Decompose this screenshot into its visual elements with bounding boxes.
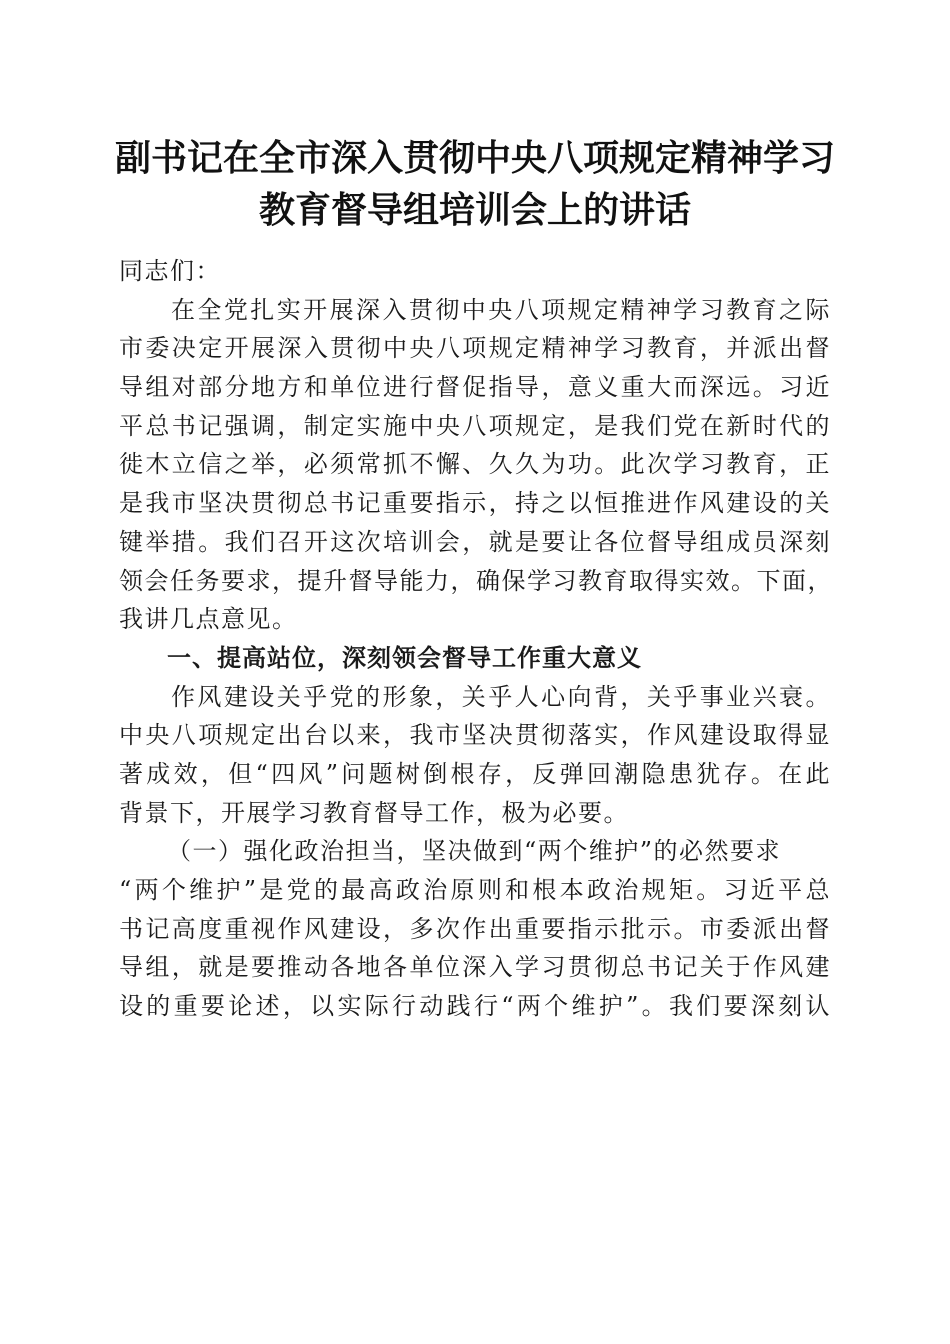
- document-title: [100, 132, 850, 236]
- paragraph-line: 是我市坚决贯彻总书记重要指示，持之以恒推进作风建设的关: [119, 489, 831, 518]
- title-line-2: 教育督导组培训会上的讲话: [258, 189, 691, 231]
- document-body: [119, 252, 831, 1026]
- title-line-1: 副书记在全市深入贯彻中央八项规定精神学习: [114, 137, 835, 179]
- paragraph-line: 领会任务要求，提升督导能力，确保学习教育取得实效。下面，: [119, 566, 833, 595]
- paragraph-line: 著成效，但“四风”问题树倒根存，反弹回潮隐患犹存。在此: [119, 759, 831, 788]
- paragraph-line: “两个维护”是党的最高政治原则和根本政治规矩。习近平总: [119, 876, 831, 904]
- paragraph-line: 作风建设关乎党的形象，关乎人心向背，关乎事业兴衰。: [171, 682, 831, 711]
- paragraph-line: 中央八项规定出台以来，我市坚决贯彻落实，作风建设取得显: [119, 721, 831, 750]
- salutation: 同志们：: [119, 257, 221, 285]
- subsection-heading: （一）强化政治担当，坚决做到“两个维护”的必然要求: [167, 837, 782, 866]
- paragraph-line: 市委决定开展深入贯彻中央八项规定精神学习教育，并派出督: [119, 334, 831, 363]
- paragraph-line: 键举措。我们召开这次培训会，就是要让各位督导组成员深刻: [119, 527, 831, 556]
- paragraph-line: 平总书记强调，制定实施中央八项规定，是我们党在新时代的: [119, 411, 831, 440]
- paragraph-line: 设的重要论述，以实际行动践行“两个维护”。我们要深刻认: [119, 992, 831, 1021]
- paragraph-line: 徙木立信之举，必须常抓不懈、久久为功。此次学习教育，正: [119, 450, 831, 479]
- paragraph-line: 我讲几点意见。: [119, 605, 298, 634]
- section-heading: 一、提高站位，深刻领会督导工作重大意义: [167, 643, 642, 672]
- paragraph-line: 导组，就是要推动各地各单位深入学习贯彻总书记关于作风建: [119, 953, 831, 982]
- paragraph-line: 在全党扎实开展深入贯彻中央八项规定精神学习教育之际: [171, 295, 831, 324]
- paragraph-line: 背景下，开展学习教育督导工作，极为必要。: [119, 798, 629, 827]
- paragraph-line: 导组对部分地方和单位进行督促指导，意义重大而深远。习近: [119, 373, 831, 402]
- paragraph-line: 书记高度重视作风建设，多次作出重要指示批示。市委派出督: [119, 914, 831, 943]
